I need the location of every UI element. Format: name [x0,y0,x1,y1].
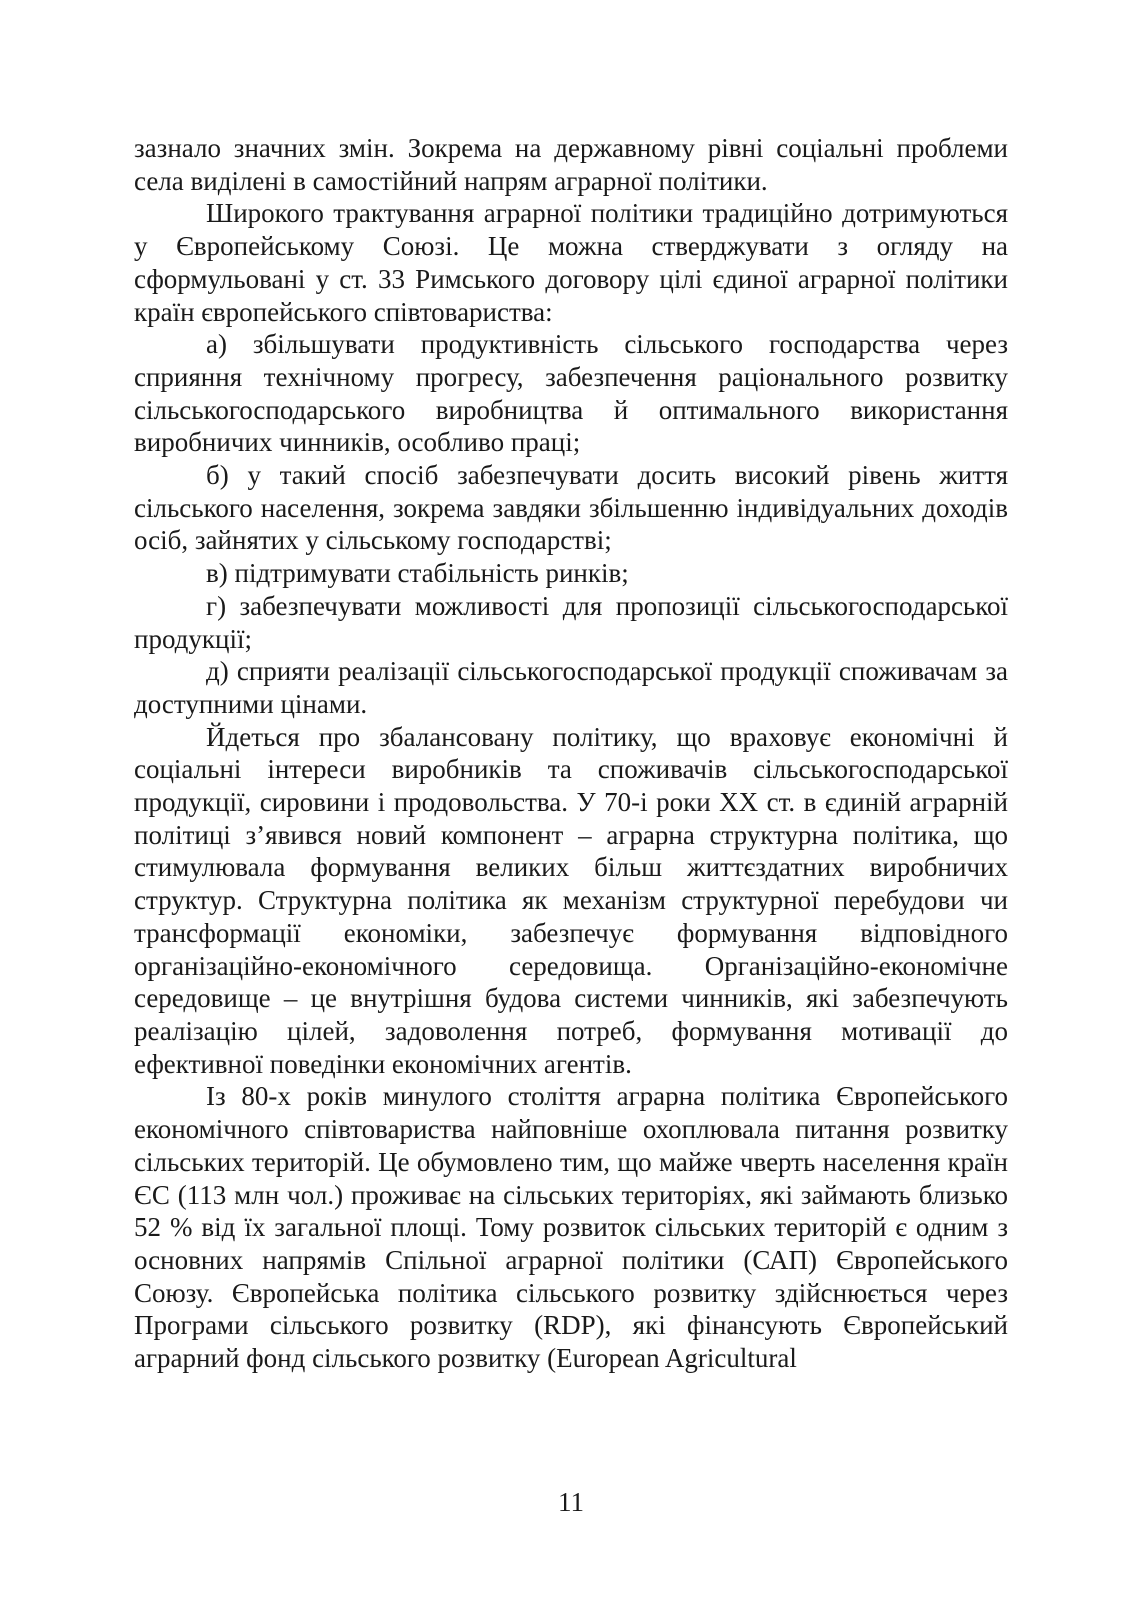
page-number: 11 [558,1487,584,1517]
paragraph-3: Йдеться про збалансовану політику, що враховує економічні й соціальні інтереси виробників та споживачів сільськогосподарської продукції, сировини і продовольства. У 70-і роки ХХ ст. в єдиній аграрній політиці з’явився новий компонент – аграрна структурна політика, що стимулювала формування великих більш життєздатних виробничих структур. Структурна політика як механізм структурної перебудови чи трансформації економіки, забезпечує формування відповідного організаційно-економічного середовища. Організаційно-економічне середовище – це внутрішня будова системи чинників, які забезпечують реалізацію цілей, задоволення потреб, формування мотивації до ефективної поведінки економічних агентів. [134,721,1008,1079]
paragraph-1: зазнало значних змін. Зокрема на державному рівні соціальні проблеми села виділені в самостійний напрям аграрної політики. [134,133,1008,196]
body-text [134,132,1008,1375]
list-item-a: а) збільшувати продуктивність сільського господарства через сприяння технічному прогресу, забезпечення раціонального розвитку сільськогосподарського виробництва й оптимального використання виробничих чинників, особливо праці; [134,329,1008,458]
list-item-v: в) підтримувати стабільність ринків; [206,558,629,589]
paragraph-2: Широкого трактування аграрної політики традиційно дотримуються у Європейському Союзі. Це можна стверджувати з огляду на сформульовані у ст. 33 Римського договору цілі єдиної аграрної політики країн європейського співтовариства: [134,198,1008,327]
list-item-b: б) у такий спосіб забезпечувати досить високий рівень життя сільського населення, зокрема завдяки збільшенню індивідуальних доходів осіб, зайнятих у сільському господарстві; [134,460,1008,556]
list-item-d: д) сприяти реалізації сільськогосподарської продукції споживачам за доступними цінами. [134,656,1008,719]
paragraph-4: Із 80-х років минулого століття аграрна політика Європейського економічного співтовариства найповніше охоплювала питання розвитку сільських територій. Це обумовлено тим, що майже чверть населення країн ЄС (113 млн чол.) проживає на сільських територіях, які займають близько 52 % від їх загальної площі. Тому розвиток сільських територій є одним з основних напрямів Спільної аграрної політики (САП) Європейського Союзу. Європейська політика сільського розвитку здійснюється через Програми сільського розвитку (RDP), які фінансують Європейський аграрний фонд сільського розвитку (European Agricultural [134,1081,1008,1374]
list-item-g: г) забезпечувати можливості для пропозиції сільськогосподарської продукції; [134,590,1008,654]
